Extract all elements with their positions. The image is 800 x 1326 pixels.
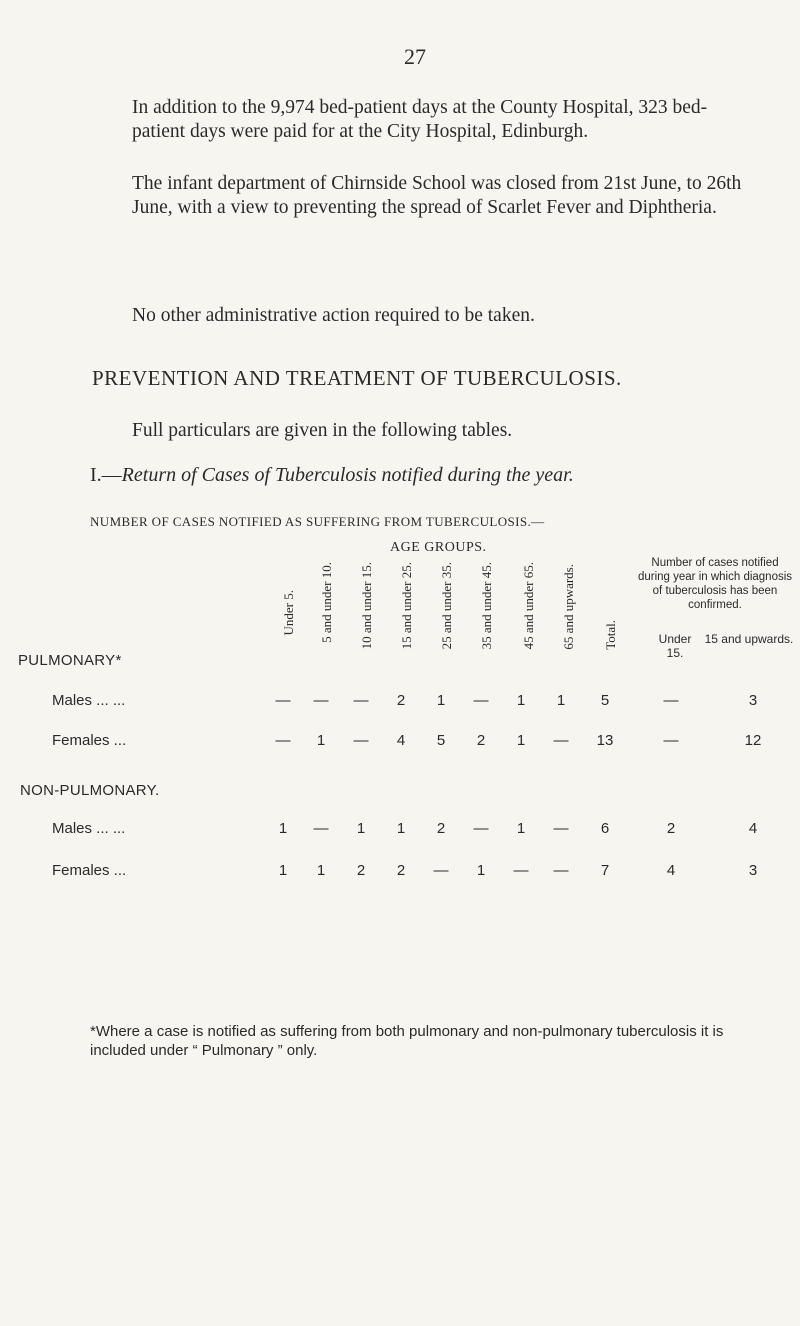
col-header-5-10: 5 and under 10. (319, 562, 334, 643)
table-cell: 6 (600, 820, 610, 837)
table-cell: — (275, 732, 291, 749)
col-header-15-25: 15 and under 25. (399, 562, 414, 650)
footnote: *Where a case is notified as suffering from both pulmonary and non-pulmonary tuberculosis it is included under “ Pulmonary ” only. (90, 1023, 724, 1059)
table-cell: 4 (748, 820, 758, 837)
table-cell: — (473, 692, 489, 709)
paragraph-no-action: No other administrative action required to be taken. (132, 305, 535, 326)
table-cell: — (275, 692, 291, 709)
table-cell: 1 (556, 692, 566, 709)
table-cell: 1 (278, 862, 288, 879)
table-cell: — (313, 692, 329, 709)
table-cell: — (313, 820, 329, 837)
table-cell: — (353, 732, 369, 749)
group-label-non-pulmonary: NON-PULMONARY. (20, 782, 160, 799)
paragraph-school-closure: The infant department of Chirnside School was closed from 21st June, to 26th June, with a view to preventing the spread of Scarlet Fever and Diphtheria. (132, 173, 742, 218)
table-cell: 5 (436, 732, 446, 749)
table-cell: 2 (396, 692, 406, 709)
table-cell: — (433, 862, 449, 879)
col-header-65-up: 65 and upwards. (561, 564, 576, 650)
table-cell: 1 (436, 692, 446, 709)
row-label-pulmonary-females: Females ... (52, 732, 127, 749)
notified-header: Number of cases notified during year in which diagnosis of tuberculosis has been confirmed. (637, 557, 793, 611)
table-cell: — (663, 692, 679, 709)
col-header-35-45: 35 and under 45. (479, 562, 494, 650)
row-label-non-pulmonary-males: Males ... ... (52, 820, 126, 837)
paragraph-hospital-days: In addition to the 9,974 bed-patient days at the County Hospital, 323 bed-patient days were paid for at the City Hospital, Edinburgh. (132, 97, 708, 142)
table-cell: — (553, 862, 569, 879)
table-cell: 4 (396, 732, 406, 749)
page-number: 27 (404, 44, 426, 69)
col-header-10-15: 10 and under 15. (359, 562, 374, 650)
table-cell: 2 (476, 732, 486, 749)
table-cell: 3 (748, 692, 758, 709)
table-cell: — (473, 820, 489, 837)
table-cell: 3 (748, 862, 758, 879)
row-label-non-pulmonary-females: Females ... (52, 862, 127, 879)
table-cell: 1 (316, 862, 326, 879)
table-cell: 1 (316, 732, 326, 749)
table-title-prefix: I.— (90, 464, 122, 486)
table-cell: 4 (666, 862, 676, 879)
table-cell: 1 (516, 692, 526, 709)
table-cell: — (513, 862, 529, 879)
table-cell: — (553, 732, 569, 749)
table-cell: 1 (516, 732, 526, 749)
section-heading: PREVENTION AND TREATMENT OF TUBERCULOSIS. (92, 366, 622, 390)
notified-sub-15-up: 15 and upwards. (704, 632, 794, 646)
table-cell: — (663, 732, 679, 749)
table-cell: 1 (278, 820, 288, 837)
table-cell: 1 (516, 820, 526, 837)
table-title-text: Return of Cases of Tuberculosis notified during the year. (121, 464, 574, 486)
group-label-pulmonary: PULMONARY* (18, 652, 122, 669)
table-cell: 12 (744, 732, 762, 749)
table-cell: 7 (600, 862, 610, 879)
age-groups-label: AGE GROUPS. (390, 540, 487, 555)
table-cell: 1 (396, 820, 406, 837)
table-cell: — (353, 692, 369, 709)
table-subtitle: NUMBER OF CASES NOTIFIED AS SUFFERING FROM TUBERCULOSIS.— (90, 514, 545, 529)
table-cell: 13 (596, 732, 614, 749)
col-header-45-65: 45 and under 65. (521, 562, 536, 650)
col-header-under-5: Under 5. (281, 590, 296, 636)
row-label-pulmonary-males: Males ... ... (52, 692, 126, 709)
table-cell: 2 (396, 862, 406, 879)
table-cell: 1 (476, 862, 486, 879)
table-cell: 2 (436, 820, 446, 837)
table-cell: — (553, 820, 569, 837)
col-header-25-35: 25 and under 35. (439, 562, 454, 650)
table-cell: 5 (600, 692, 610, 709)
col-header-total: Total. (603, 620, 618, 650)
table-cell: 2 (666, 820, 676, 837)
table-cell: 1 (356, 820, 366, 837)
table-title (90, 464, 574, 487)
notified-sub-under-15: Under 15. (658, 632, 692, 660)
table-cell: 2 (356, 862, 366, 879)
section-intro: Full particulars are given in the following tables. (132, 420, 513, 441)
